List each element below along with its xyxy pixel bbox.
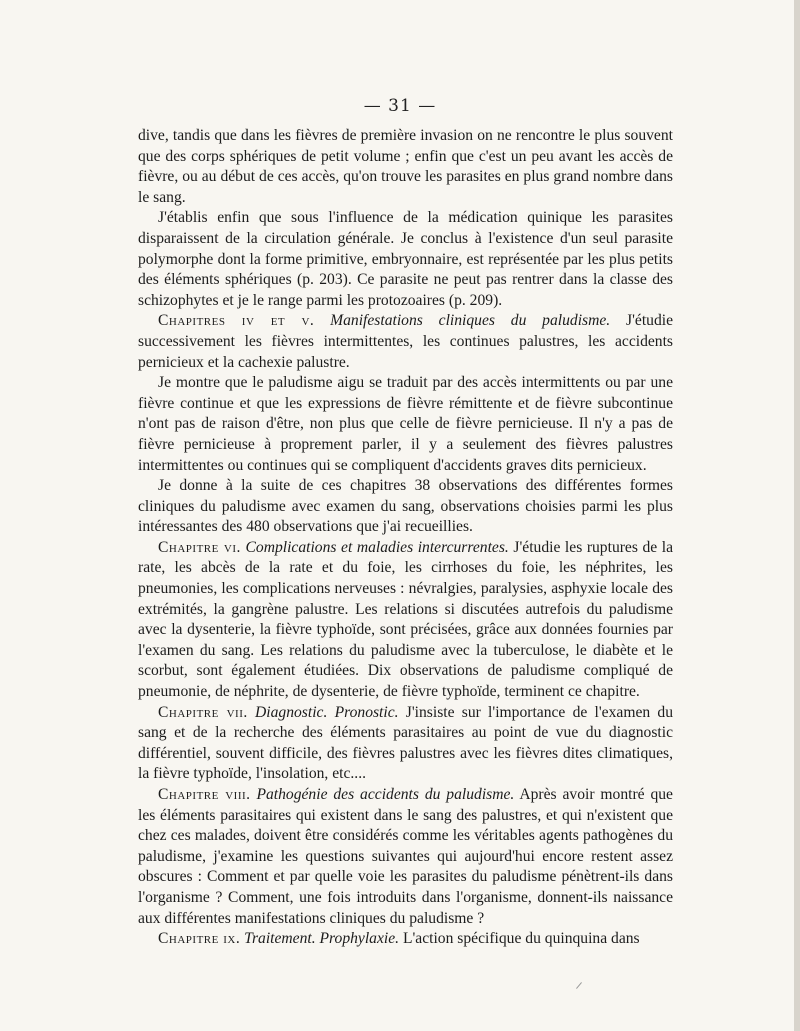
chapter-vi-title: Complications et maladies intercurrentes. bbox=[245, 538, 509, 556]
paragraph-7 bbox=[138, 703, 673, 785]
chapter-viii-lead: Chapitre viii. bbox=[158, 786, 251, 803]
page-body bbox=[138, 126, 673, 950]
chapter-ix-lead: Chapitre ix. bbox=[158, 930, 241, 948]
paragraph-5-text: Je donne à la suite de ces chapitres 38 observations des différentes formes cliniques du paludisme avec examen du sang, observations choisies parmi les plus intéressantes des 480 observations que j'ai recueillies. bbox=[138, 477, 673, 536]
paragraph-5 bbox=[138, 476, 673, 538]
paragraph-8-text: Après avoir montré que les éléments parasitaires qui existent dans le sang des palustres, et qui n'existent que chez ces malades, doivent être considérés comme les véritables agents pathogènes du paludisme, j'examine les questions suivantes qui aujourd'hui encore restent assez obscures : Comment et par quelle voie les parasites du paludisme pénètrent-ils dans l'organisme ? Comment, une fois introduits dans l'organisme, donnent-ils naissance aux différentes manifestations cliniques du paludisme ? bbox=[138, 786, 673, 927]
paragraph-6-text: J'étudie les ruptures de la rate, les abcès de la rate et du foie, les cirrhoses du foie, les néphrites, les pneumonies, les complications nerveuses : névralgies, paralysies, asphyxie locale des extrémités, la gangrène palustre. Les relations si discutées autrefois du paludisme avec la dysenterie, la fièvre typhoïde, sont précisées, grâce aux données fournies par l'examen du sang. Les relations du paludisme avec la tuberculose, le diabète et le scorbut, sont également étudiées. Dix observations de paludisme compliqué de pneumonie, de néphrite, de dysenterie, de fièvre typhoïde, terminent ce chapitre. bbox=[138, 538, 674, 701]
chapter-iv-v-lead: Chapitres iv et v. bbox=[158, 312, 315, 330]
paragraph-2-text: J'établis enfin que sous l'influence de la médication quinique les parasites disparaissent de la circulation générale. Je conclus à l'existence d'un seul parasite polymorphe dont la forme primitive, embryonnaire, est représentée par les plus petits des éléments sphériques (p. 203). Ce parasite ne peut pas rentrer dans la classe des schizophytes et je le range parmi les protozoaires (p. 209). bbox=[138, 209, 673, 309]
paragraph-8 bbox=[138, 785, 673, 929]
chapter-viii-title: Pathogénie des accidents du paludisme. bbox=[256, 786, 515, 803]
paragraph-7-text: J'insiste sur l'importance de l'examen du sang et de la recherche des éléments parasitaires au point de vue du diagnostic différentiel, souvent difficile, des fièvres palustres avec les fièvres dites climatiques, la fièvre typhoïde, l'insolation, etc.... bbox=[138, 703, 673, 783]
paragraph-9-text: L'action spécifique du quinquina dans bbox=[402, 930, 640, 948]
stray-mark bbox=[576, 982, 582, 989]
chapter-vii-title: Diagnostic. Pronostic. bbox=[255, 703, 399, 721]
paragraph-1 bbox=[138, 126, 673, 208]
paragraph-4-text: Je montre que le paludisme aigu se traduit par des accès intermittents ou par une fièvre continue et que les expressions de fièvre rémittente et de fièvre subcontinue n'ont pas de raison d'être, non plus que celle de fièvre pernicieuse. Il n'y a pas de fièvre pernicieuse à proprement parler, il y a seulement des fièvres palustres intermittentes ou continues qui se compliquent d'accidents graves dits pernicieux. bbox=[138, 374, 673, 474]
paragraph-2 bbox=[138, 208, 673, 311]
paragraph-3 bbox=[138, 311, 673, 373]
paragraph-6 bbox=[138, 538, 673, 703]
page-number: — 31 — bbox=[363, 96, 437, 116]
paragraph-3-text: J'étudie successivement les fièvres intermittentes, les continues palustres, les accidents pernicieux et la cachexie palustre. bbox=[138, 312, 673, 371]
chapter-vii-lead: Chapitre vii. bbox=[158, 703, 248, 721]
page-edge-shadow bbox=[794, 0, 800, 1031]
paragraph-4 bbox=[138, 373, 673, 476]
paragraph-9 bbox=[138, 929, 673, 950]
chapter-iv-v-title: Manifestations cliniques du paludisme. bbox=[330, 312, 611, 330]
chapter-ix-title: Traitement. Prophylaxie. bbox=[244, 930, 400, 948]
chapter-vi-lead: Chapitre vi. bbox=[158, 538, 241, 556]
paragraph-1-text: dive, tandis que dans les fièvres de première invasion on ne rencontre le plus souvent que des corps sphériques de petit volume ; enfin que c'est un peu avant les accès de fièvre, ou au début de ces accès, qu'on trouve les parasites en plus grand nombre dans le sang. bbox=[138, 127, 673, 206]
